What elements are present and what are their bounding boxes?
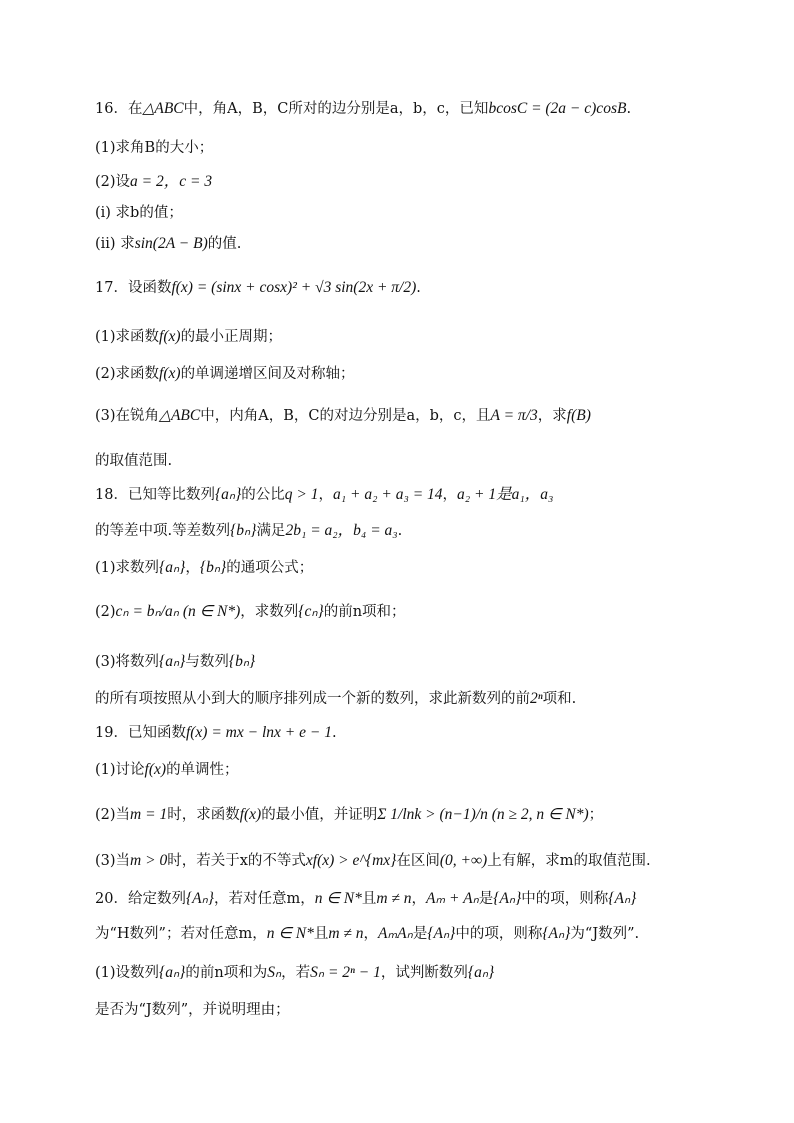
q18-part1-text: 的通项公式； [226, 560, 314, 576]
q20-number: 20．给定数列 [95, 891, 186, 907]
q18-line2-text: 的等差中项.等差数列 [95, 523, 231, 539]
q20-part1 [95, 961, 494, 982]
q17-part1-text: 的最小正周期； [180, 329, 283, 345]
q17-part2-text: 的单调递增区间及对称轴； [180, 366, 355, 382]
q16-part1: (1)求角B的大小； [95, 140, 214, 156]
q20-part1-line2: 是否为“J数列”，并说明理由； [95, 1002, 290, 1018]
q16-stem: 16．在△ABC中，角A，B，C所对的边分别是a，b，c，已知bcosC = (2a − c)cosB. [95, 100, 632, 117]
q19-part2-end: ； [588, 807, 604, 823]
q18-cn-def: cₙ = bₙ/aₙ (n ∈ N*) [115, 603, 241, 620]
q19-m-equals-1: m = 1 [130, 806, 168, 823]
q18-stem: 18．已知等比数列{aₙ}的公比q > 1，a₁ + a₂ + a₃ = 14，a₂ + 1是a₁，a₃ [95, 486, 554, 503]
q20-and: 且 [361, 891, 377, 907]
q17-part3 [95, 404, 591, 425]
q18-ratio: q > 1 [284, 486, 319, 503]
seq-bn: {bₙ} [230, 522, 257, 539]
q18-text1: 的公比 [241, 487, 285, 503]
q20-n-in-N-2: n ∈ N* [266, 925, 314, 942]
q18-text2: a₂ + 1是a₁，a₃ [457, 486, 554, 503]
seq-An: {Aₙ} [185, 890, 214, 907]
q20-part1-text: 的前n项和为 [185, 965, 268, 981]
q18-part1-label: (1)求数列 [95, 560, 160, 576]
q16-sub-ii [95, 232, 241, 253]
seq-cn: {cₙ} [298, 603, 324, 620]
q19-part1 [95, 758, 239, 779]
q18-part3-end: 项和. [542, 691, 577, 707]
q16-text: 中，角A，B，C所对的边分别是a，b，c，已知 [183, 101, 489, 117]
seq-an: {aₙ} [214, 486, 242, 503]
q19-m-positive: m > 0 [130, 852, 168, 869]
q17-part3-ask: ，求 [537, 408, 567, 424]
q16-sub-ii-end: 的值. [207, 236, 242, 252]
triangle-abc: △ABC [142, 100, 184, 117]
q17-part2-label: (2)求函数 [95, 366, 160, 382]
q20-sum: Aₘ + Aₙ [426, 890, 479, 907]
q16-number: 16．在 [95, 101, 143, 117]
q19-part3-text: 时，若关于x的不等式 [167, 853, 306, 869]
seq-an-q20: {aₙ} [159, 964, 186, 981]
q19-part2 [95, 803, 603, 824]
seq-an-q20-2: {aₙ} [467, 964, 495, 981]
q18-part3 [95, 650, 255, 671]
seq-An-5: {Aₙ} [542, 925, 571, 942]
q19-fx: f(x) [144, 761, 167, 778]
q19-part2-label: (2)当 [95, 807, 131, 823]
q17-function: f(x) = (sinx + cosx)² + √3 sin(2x + π/2) [171, 279, 417, 296]
q18-part2-ask: ，求数列 [240, 604, 299, 620]
seq-bn-2: {bₙ} [199, 559, 227, 576]
q19-part3-label: (3)当 [95, 853, 131, 869]
q20-text1: ，若对任意m， [214, 891, 315, 907]
q17-angle-a: A = π/3 [490, 407, 538, 424]
q20-is-2: 是 [412, 926, 428, 942]
q19-part3 [95, 849, 651, 870]
q19-part1-label: (1)讨论 [95, 762, 145, 778]
q20-part1-judge: ，试判断数列 [380, 965, 468, 981]
q20-Sn-formula: Sₙ = 2ⁿ − 1 [310, 964, 381, 981]
q16-part2 [95, 169, 212, 191]
q17-part3-text: 中，内角A，B，C的对边分别是a，b，c，且 [200, 408, 491, 424]
q20-is: 是 [478, 891, 494, 907]
q20-m-neq-n: m ≠ n [376, 890, 412, 907]
q18-sum: a₁ + a₂ + a₃ = 14 [333, 486, 443, 503]
q18-part3-line2 [95, 687, 576, 708]
q19-stem: 19．已知函数f(x) = mx − lnx + e − 1. [95, 724, 337, 741]
seq-An-3: {Aₙ} [608, 890, 637, 907]
q20-line2-end: 为“J数列”. [570, 926, 640, 942]
q19-inequality: Σ 1/lnk > (n−1)/n (n ≥ 2, n ∈ N*) [377, 806, 589, 823]
seq-an-3: {aₙ} [159, 653, 186, 670]
q18-part2-text: 的前n项和； [323, 604, 406, 620]
q18-part2-label: (2) [95, 604, 116, 620]
q20-part1-if: ，若 [281, 965, 311, 981]
q19-part3-end: 上有解，求m的取值范围. [487, 853, 651, 869]
q19-part2-text: 时，求函数 [167, 807, 240, 823]
q19-part3-inequality: xf(x) > e^{mx} [305, 852, 397, 869]
q18-power: 2ⁿ [530, 690, 543, 707]
q20-part1-label: (1)设数列 [95, 965, 160, 981]
q19-part1-text: 的单调性； [166, 762, 239, 778]
q18-part3-text: 的所有项按照从小到大的顺序排列成一个新的数列，求此新数列的前 [95, 691, 530, 707]
q16-sub-ii-expr: sin(2A − B) [134, 235, 208, 252]
q17-fx: f(x) [159, 328, 181, 345]
q18-line2-satisfies: 满足 [256, 523, 286, 539]
seq-An-2: {Aₙ} [493, 890, 522, 907]
q19-part3-interval-label: 在区间 [396, 853, 440, 869]
q17-part3-end: 的取值范围. [95, 453, 173, 469]
q20-m-neq-n-2: m ≠ n [328, 925, 364, 942]
q20-line2-text: 为“H数列”；若对任意m， [95, 926, 267, 942]
q17-part1-label: (1)求函数 [95, 329, 160, 345]
q16-part2-label: (2)设 [95, 174, 131, 190]
q19-part2-prove: 的最小值，并证明 [261, 807, 378, 823]
q20-product: AₘAₙ [378, 925, 413, 942]
q18-part2 [95, 600, 406, 621]
q20-n-in-N: n ∈ N* [314, 890, 362, 907]
seq-an-2: {aₙ} [159, 559, 186, 576]
q16-sub-i: (i) 求b的值； [95, 205, 183, 221]
q16-condition: bcosC = (2a − c)cosB [488, 100, 627, 117]
seq-bn-3: {bₙ} [228, 653, 256, 670]
q17-fB: f(B) [566, 407, 591, 424]
q18-stem-line2: 的等差中项.等差数列{bₙ}满足2b₁ = a₂，b₄ = a₃. [95, 522, 403, 539]
q19-interval: (0, +∞) [439, 852, 488, 869]
q17-stem: 17．设函数f(x) = (sinx + cosx)² + √3 sin(2x + π/2). [95, 279, 421, 296]
q19-function: f(x) = mx − lnx + e − 1 [185, 724, 332, 741]
q20-stem-line2: 为“H数列”；若对任意m，n ∈ N*且m ≠ n，AₘAₙ是{Aₙ}中的项，则称{Aₙ}为“J数列”. [95, 925, 640, 942]
q18-number: 18．已知等比数列 [95, 487, 215, 503]
q20-Sn: Sₙ [267, 964, 282, 981]
q20-and-2: 且 [313, 926, 329, 942]
q18-part3-and: 与数列 [185, 654, 229, 670]
q16-sub-ii-label: (ii) 求 [95, 236, 135, 252]
q18-part3-label: (3)将数列 [95, 654, 160, 670]
q17-part3-label: (3)在锐角 [95, 408, 160, 424]
q17-part1 [95, 325, 282, 346]
q20-line2-called: 中的项，则称 [455, 926, 543, 942]
q17-fx-2: f(x) [159, 365, 181, 382]
triangle-abc-2: △ABC [159, 407, 201, 424]
q20-stem: 20．给定数列{Aₙ}，若对任意m，n ∈ N*且m ≠ n，Aₘ + Aₙ是{Aₙ}中的项，则称{Aₙ} [95, 890, 637, 907]
q19-number: 19．已知函数 [95, 725, 186, 741]
q17-number: 17．设函数 [95, 280, 172, 296]
q17-part2 [95, 362, 355, 383]
seq-An-4: {Aₙ} [427, 925, 456, 942]
q18-part1: (1)求数列{aₙ}，{bₙ}的通项公式； [95, 559, 314, 576]
q19-fx-2: f(x) [239, 806, 262, 823]
q18-condition: 2b₁ = a₂，b₄ = a₃ [285, 522, 398, 539]
q16-part2-values: a = 2，c = 3 [130, 173, 213, 190]
q20-text4: 中的项，则称 [521, 891, 609, 907]
